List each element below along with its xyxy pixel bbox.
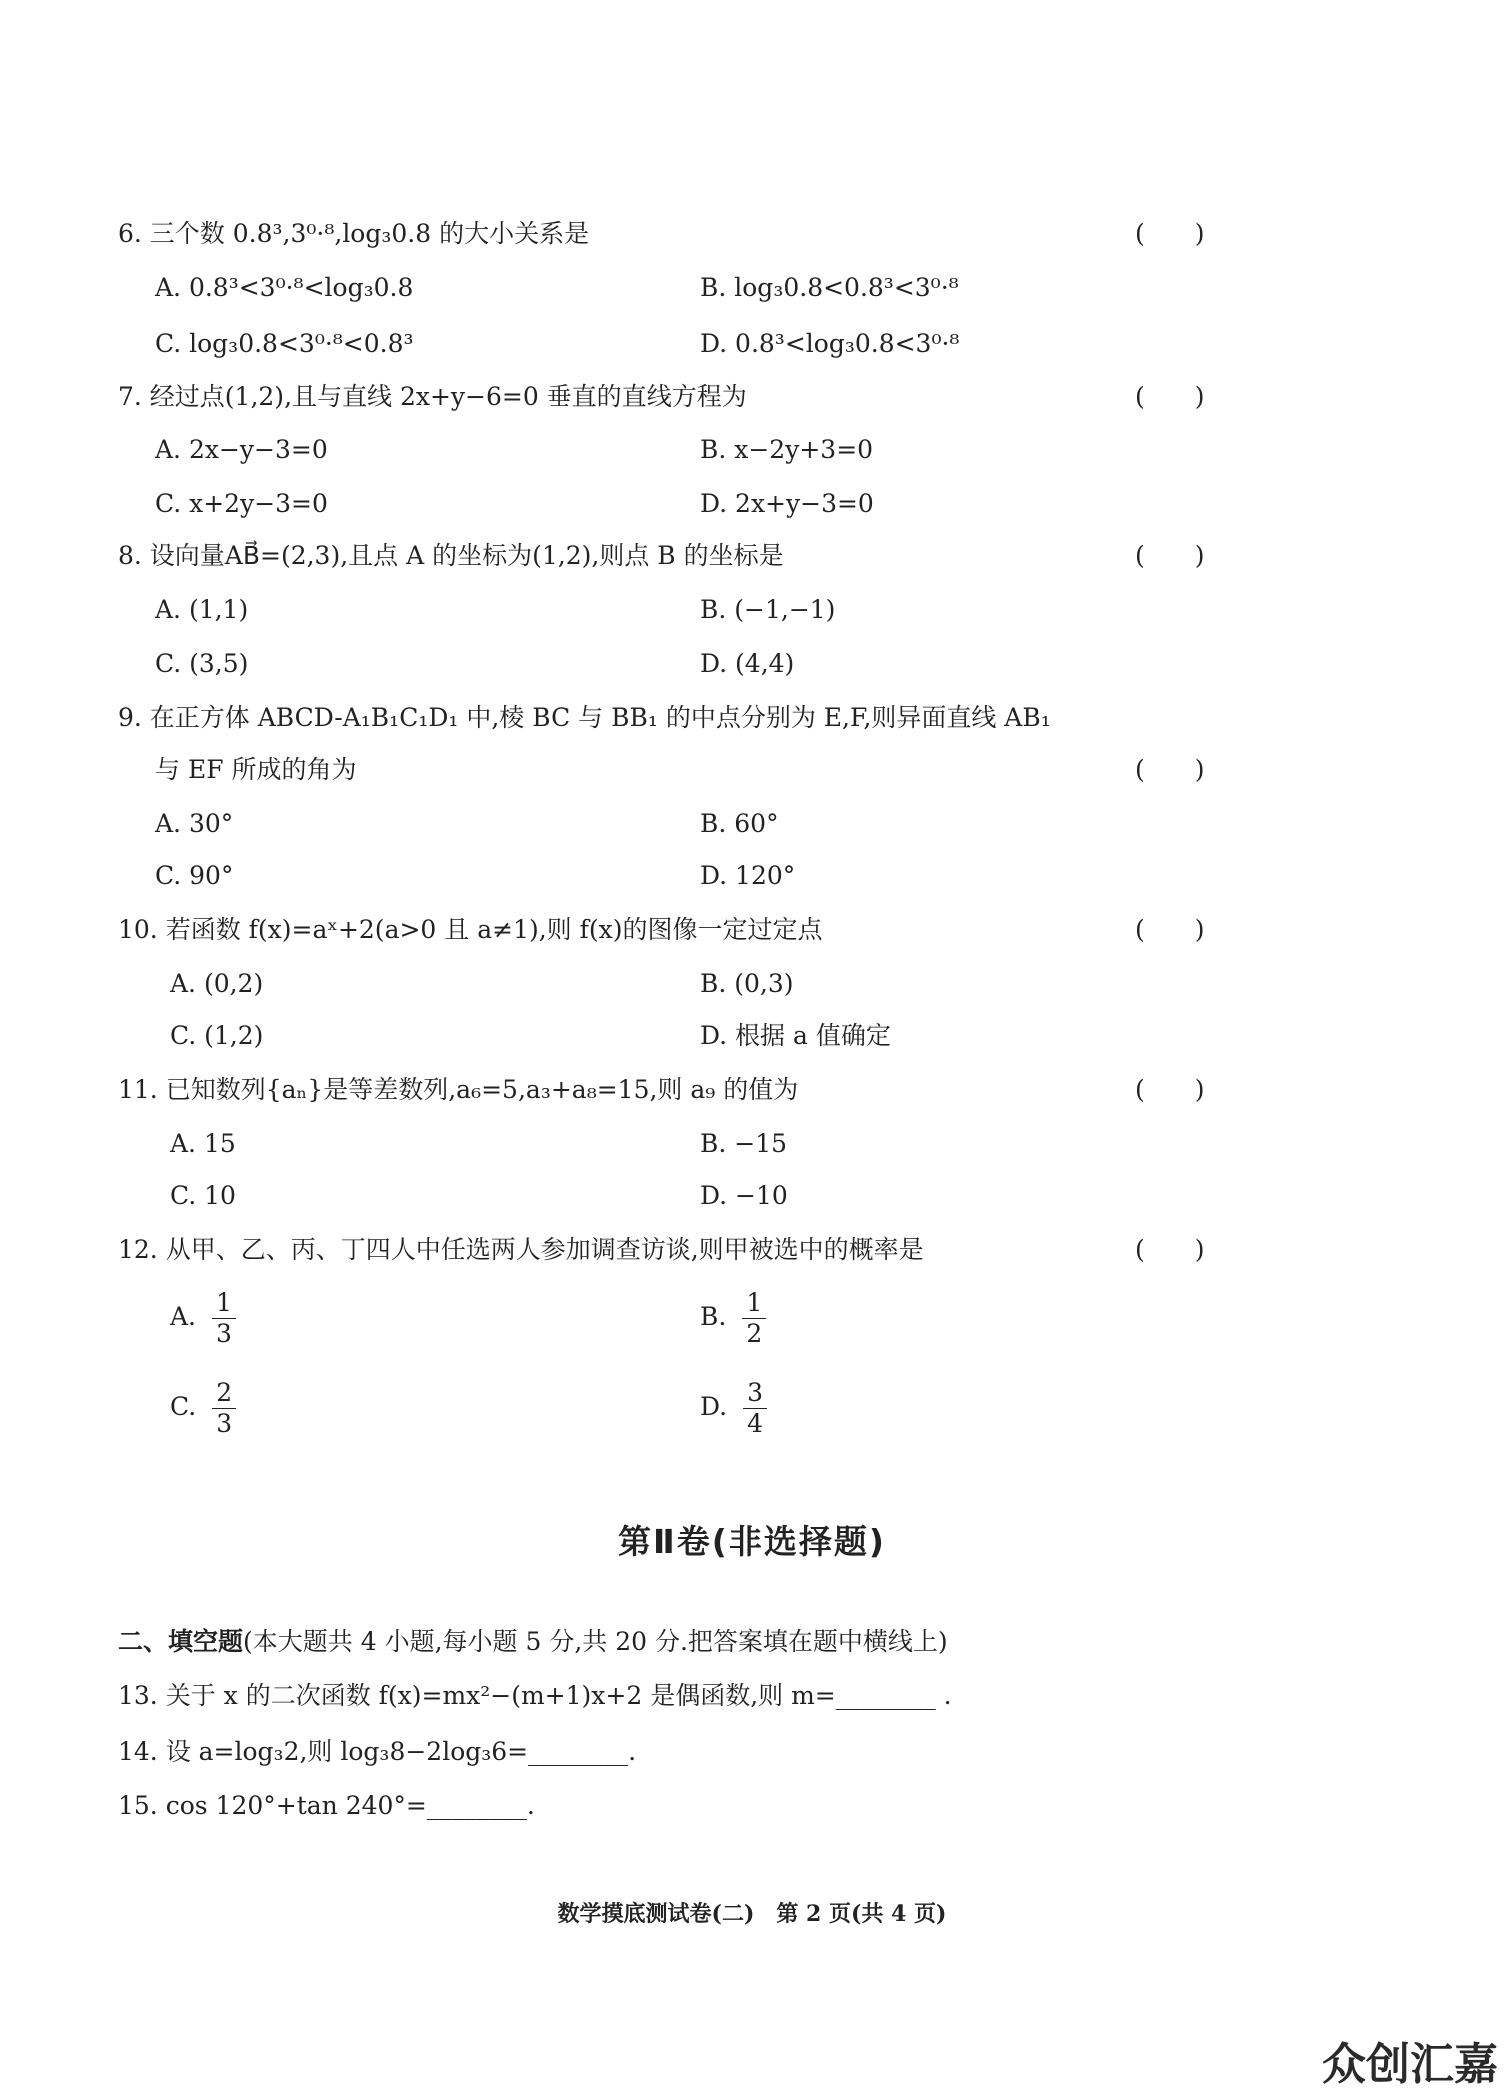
q12-option-d xyxy=(700,1378,767,1439)
page-footer: 数学摸底测试卷(二) 第 2 页(共 4 页) xyxy=(557,1901,947,1927)
q12-option-b-numerator: 1 xyxy=(742,1288,766,1319)
q9-option-d: D. 120° xyxy=(700,861,796,890)
q12-option-c-denominator: 3 xyxy=(216,1409,233,1438)
q12-option-b-label: B. xyxy=(700,1302,727,1331)
q10-option-d: D. 根据 a 值确定 xyxy=(700,1021,891,1050)
q15: 15. cos 120°+tan 240°=________. xyxy=(118,1791,535,1820)
q12-option-d-fraction xyxy=(743,1378,767,1439)
q7-stem: 7. 经过点(1,2),且与直线 2x+y−6=0 垂直的直线方程为 xyxy=(118,382,747,411)
q9-option-c: C. 90° xyxy=(155,861,234,890)
section-2-title: 第Ⅱ卷(非选择题) xyxy=(618,1522,886,1561)
q10-option-c: C. (1,2) xyxy=(170,1021,264,1050)
q13: 13. 关于 x 的二次函数 f(x)=mx²−(m+1)x+2 是偶函数,则 m=________ . xyxy=(118,1681,952,1710)
q12-option-a-fraction xyxy=(212,1288,236,1349)
q9-option-a: A. 30° xyxy=(155,809,234,838)
q11-option-d: D. −10 xyxy=(700,1181,788,1210)
q10-stem: 10. 若函数 f(x)=aˣ+2(a>0 且 a≠1),则 f(x)的图像一定过定点 xyxy=(118,915,823,944)
q12-stem: 12. 从甲、乙、丙、丁四人中任选两人参加调查访谈,则甲被选中的概率是 xyxy=(118,1235,924,1264)
q7-option-a: A. 2x−y−3=0 xyxy=(155,435,328,464)
q7-option-d: D. 2x+y−3=0 xyxy=(700,489,874,518)
q14: 14. 设 a=log₃2,则 log₃8−2log₃6=________. xyxy=(118,1737,637,1766)
q12-answer-paren: ( ) xyxy=(1135,1235,1205,1264)
part-2-heading-bold: 二、填空题 xyxy=(118,1627,244,1656)
q9-option-b: B. 60° xyxy=(700,809,779,838)
q12-option-b xyxy=(700,1288,766,1349)
q7-option-c: C. x+2y−3=0 xyxy=(155,489,328,518)
q11-option-b: B. −15 xyxy=(700,1129,788,1158)
q11-option-c: C. 10 xyxy=(170,1181,236,1210)
q8-option-b: B. (−1,−1) xyxy=(700,595,836,624)
q9-stem: 9. 在正方体 ABCD-A₁B₁C₁D₁ 中,棱 BC 与 BB₁ 的中点分别为 E,F,则异面直线 AB₁ xyxy=(118,703,1051,732)
q6-option-b: B. log₃0.8<0.8³<3⁰·⁸ xyxy=(700,273,959,302)
q10-answer-paren: ( ) xyxy=(1135,915,1205,944)
q9-stem-continued: 与 EF 所成的角为 xyxy=(155,755,357,784)
q11-stem: 11. 已知数列{aₙ}是等差数列,a₆=5,a₃+a₈=15,则 a₉ 的值为 xyxy=(118,1075,799,1104)
q12-option-c-numerator: 2 xyxy=(212,1378,236,1409)
q9-answer-paren: ( ) xyxy=(1135,755,1205,784)
part-2-heading xyxy=(118,1624,948,1660)
q8-option-c: C. (3,5) xyxy=(155,649,249,678)
q6-option-a: A. 0.8³<3⁰·⁸<log₃0.8 xyxy=(155,273,414,302)
q12-option-b-denominator: 2 xyxy=(746,1319,763,1348)
q12-option-c xyxy=(170,1378,236,1439)
q12-option-a-label: A. xyxy=(170,1302,197,1331)
q6-option-c: C. log₃0.8<3⁰·⁸<0.8³ xyxy=(155,329,414,358)
q8-option-a: A. (1,1) xyxy=(155,595,249,624)
q6-answer-paren: ( ) xyxy=(1135,219,1205,248)
q12-option-c-label: C. xyxy=(170,1392,197,1421)
q12-option-d-numerator: 3 xyxy=(743,1378,767,1409)
part-2-heading-instructions: (本大题共 4 小题,每小题 5 分,共 20 分.把答案填在题中横线上) xyxy=(243,1627,948,1656)
q6-stem: 6. 三个数 0.8³,3⁰·⁸,log₃0.8 的大小关系是 xyxy=(118,219,590,248)
q8-option-d: D. (4,4) xyxy=(700,649,795,678)
q12-option-b-fraction xyxy=(742,1288,766,1349)
q7-answer-paren: ( ) xyxy=(1135,382,1205,411)
q10-option-a: A. (0,2) xyxy=(170,969,264,998)
watermark-logo: 众创汇嘉 xyxy=(1322,2039,1498,2090)
q8-stem: 8. 设向量AB⃗=(2,3),且点 A 的坐标为(1,2),则点 B 的坐标是 xyxy=(118,541,784,570)
q11-option-a: A. 15 xyxy=(170,1129,236,1158)
q12-option-a-denominator: 3 xyxy=(216,1319,232,1348)
q7-option-b: B. x−2y+3=0 xyxy=(700,435,874,464)
q10-option-b: B. (0,3) xyxy=(700,969,794,998)
q11-answer-paren: ( ) xyxy=(1135,1075,1205,1104)
q6-option-d: D. 0.8³<log₃0.8<3⁰·⁸ xyxy=(700,329,960,358)
q12-option-a xyxy=(170,1288,236,1349)
q12-option-d-label: D. xyxy=(700,1392,728,1421)
q8-answer-paren: ( ) xyxy=(1135,541,1205,570)
q12-option-a-numerator: 1 xyxy=(212,1288,236,1319)
q12-option-c-fraction xyxy=(212,1378,236,1439)
q12-option-d-denominator: 4 xyxy=(747,1409,764,1438)
